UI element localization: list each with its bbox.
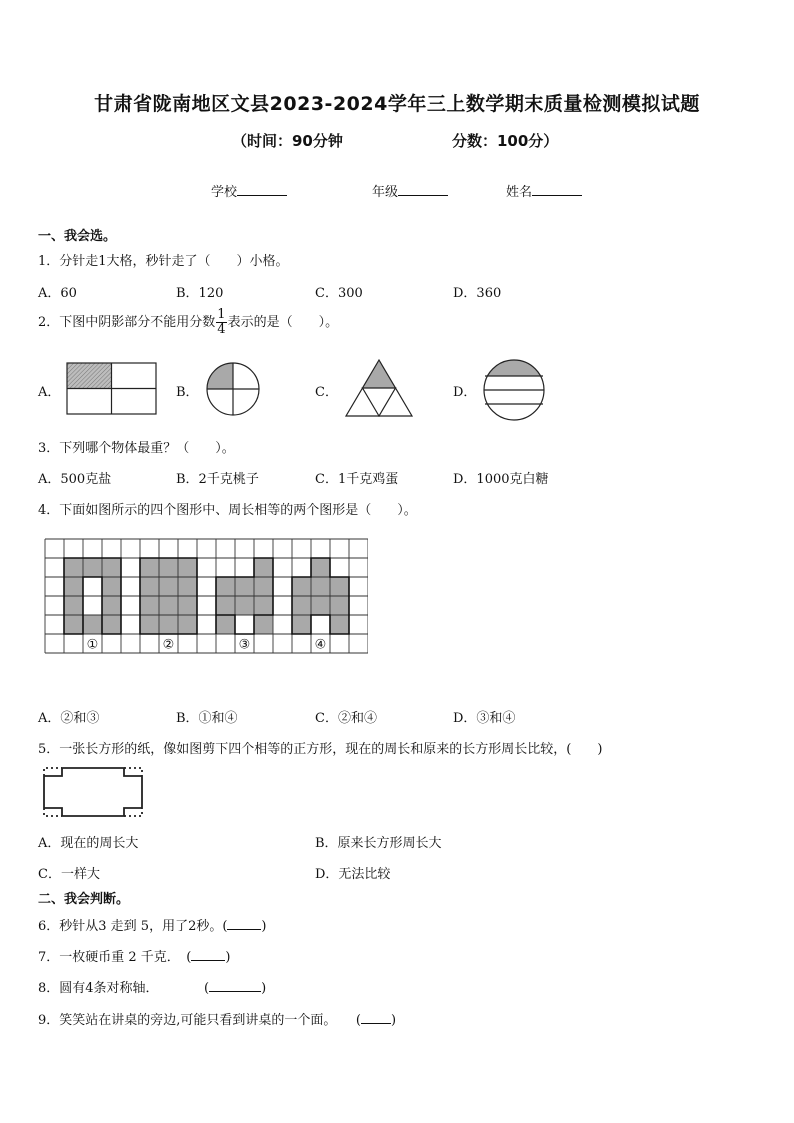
shaded-cell	[216, 577, 235, 596]
q8-text: 8．圆有4条对称轴． (	[38, 981, 210, 996]
q2-text-before: 2．下图中阴影部分不能用分数	[38, 315, 216, 330]
q4-option-a[interactable]: A．②和③	[38, 711, 100, 726]
q9-text: 9．笑笑站在讲桌的旁边,可能只看到讲桌的一个面。 (	[38, 1013, 361, 1028]
q6-paren-close: )	[261, 919, 267, 934]
q3-option-b[interactable]: B．2千克桃子	[176, 472, 259, 487]
shaded-cell	[254, 577, 273, 596]
q2-figure-a-rectangle	[66, 362, 158, 416]
fraction-denominator: 4	[217, 322, 226, 337]
shaded-cell	[235, 596, 254, 615]
shaded-cell	[64, 596, 83, 615]
q5-option-c[interactable]: C．一样大	[38, 867, 100, 882]
shaded-cell	[216, 596, 235, 615]
question-3: 3．下列哪个物体最重？（ ）。	[38, 441, 235, 456]
q2-figure-b-circle	[204, 361, 262, 417]
shaded-cell	[102, 577, 121, 596]
shaded-cell	[102, 558, 121, 577]
shaded-cell	[330, 615, 349, 634]
q1-option-b[interactable]: B．120	[176, 286, 224, 301]
name-field[interactable]	[506, 181, 582, 200]
shaded-cell	[292, 577, 311, 596]
q4-option-b[interactable]: B．①和④	[176, 711, 238, 726]
grade-blank[interactable]	[398, 183, 448, 196]
q4-option-d[interactable]: D．③和④	[453, 711, 516, 726]
figure-label-4: ④	[314, 637, 327, 653]
q1-option-d[interactable]: D．360	[453, 286, 502, 301]
school-blank[interactable]	[237, 183, 287, 196]
section-1-title: 一、我会选。	[38, 229, 117, 244]
question-9	[38, 1009, 396, 1028]
q5-option-a[interactable]: A．现在的周长大	[38, 836, 139, 851]
fraction-numerator: 1	[217, 307, 226, 322]
q2-option-b-label[interactable]: B．	[176, 385, 199, 400]
shaded-cell	[140, 558, 159, 577]
name-label: 姓名	[506, 185, 533, 200]
q3-option-d[interactable]: D．1000克白糖	[453, 472, 549, 487]
shaded-cell	[83, 615, 102, 634]
shaded-cell	[102, 596, 121, 615]
q4-grid-figure	[44, 538, 368, 654]
figure-label-3: ③	[238, 637, 251, 653]
q2-option-a-label[interactable]: A．	[38, 385, 61, 400]
q3-option-a[interactable]: A．500克盐	[38, 472, 112, 487]
q9-paren-close: )	[390, 1013, 397, 1028]
q7-text: 7．一枚硬币重 2 千克． (	[38, 950, 192, 965]
shaded-cell	[178, 615, 197, 634]
q6-text: 6．秒针从3 走到 5，用了2秒。(	[38, 919, 228, 934]
shaded-cell	[216, 615, 235, 634]
q5-option-b[interactable]: B．原来长方形周长大	[315, 836, 442, 851]
q7-paren-close: )	[225, 950, 231, 965]
page-title: 甘肃省陇南地区文县2023-2024学年三上数学期末质量检测模拟试题	[94, 93, 700, 115]
question-1: 1．分针走1大格，秒针走了（ ）小格。	[38, 254, 289, 269]
shaded-cell	[159, 596, 178, 615]
question-2	[38, 308, 338, 337]
shaded-cell	[330, 577, 349, 596]
grade-label: 年级	[372, 185, 399, 200]
shaded-cell	[330, 596, 349, 615]
shaded-cell	[64, 577, 83, 596]
question-6	[38, 915, 267, 934]
grade-field[interactable]	[372, 181, 448, 200]
shaded-cell	[102, 615, 121, 634]
figure-label-1: ①	[86, 637, 99, 653]
q8-paren-close: )	[261, 981, 267, 996]
shaded-cell	[159, 558, 178, 577]
q2-figure-c-triangle	[344, 358, 414, 418]
shaded-cell	[64, 615, 83, 634]
shaded-cell	[140, 577, 159, 596]
shaded-cell	[254, 596, 273, 615]
shaded-cell	[235, 577, 254, 596]
question-4: 4．下面如图所示的四个图形中、周长相等的两个图形是（ ）。	[38, 503, 417, 518]
shaded-cell	[254, 558, 273, 577]
q6-answer-blank[interactable]	[227, 917, 261, 930]
q2-text-after: 表示的是（ ）。	[227, 315, 339, 330]
shaded-cell	[83, 558, 102, 577]
q2-figure-d-circle-strips	[480, 359, 548, 421]
question-8	[38, 977, 266, 996]
q4-option-c[interactable]: C．②和④	[315, 711, 377, 726]
q1-option-c[interactable]: C．300	[315, 286, 363, 301]
exam-score: 分数：100分）	[452, 132, 559, 150]
q3-option-c[interactable]: C．1千克鸡蛋	[315, 472, 399, 487]
q5-option-d[interactable]: D．无法比较	[315, 867, 391, 882]
shaded-cell	[178, 577, 197, 596]
q1-option-a[interactable]: A．60	[38, 286, 77, 301]
shaded-cell	[292, 615, 311, 634]
shaded-cell	[254, 615, 273, 634]
shaded-cell	[311, 558, 330, 577]
shaded-cell	[292, 596, 311, 615]
shaded-cell	[140, 596, 159, 615]
q2-option-d-label[interactable]: D．	[453, 385, 477, 400]
figure-label-2: ②	[162, 637, 175, 653]
shaded-cell	[178, 558, 197, 577]
q2-option-c-label[interactable]: C．	[315, 385, 338, 400]
section-2-title: 二、我会判断。	[38, 892, 130, 907]
school-label: 学校	[211, 185, 238, 200]
q5-cut-paper-figure	[40, 766, 146, 820]
shaded-cell	[311, 596, 330, 615]
exam-time: （时间：90分钟	[232, 132, 343, 150]
q8-answer-blank[interactable]	[209, 979, 261, 992]
name-blank[interactable]	[532, 183, 582, 196]
shaded-cell	[159, 577, 178, 596]
question-7	[38, 946, 230, 965]
shaded-cell	[64, 558, 83, 577]
shaded-cell	[140, 615, 159, 634]
school-field[interactable]	[211, 181, 287, 200]
shaded-cell	[159, 615, 178, 634]
q9-answer-blank[interactable]	[361, 1011, 391, 1024]
shaded-cell	[178, 596, 197, 615]
q7-answer-blank[interactable]	[191, 948, 225, 961]
fraction-one-quarter	[216, 308, 226, 337]
shaded-cell	[311, 577, 330, 596]
question-5: 5．一张长方形的纸，像如图剪下四个相等的正方形，现在的周长和原来的长方形周长比较，( )	[38, 742, 603, 757]
